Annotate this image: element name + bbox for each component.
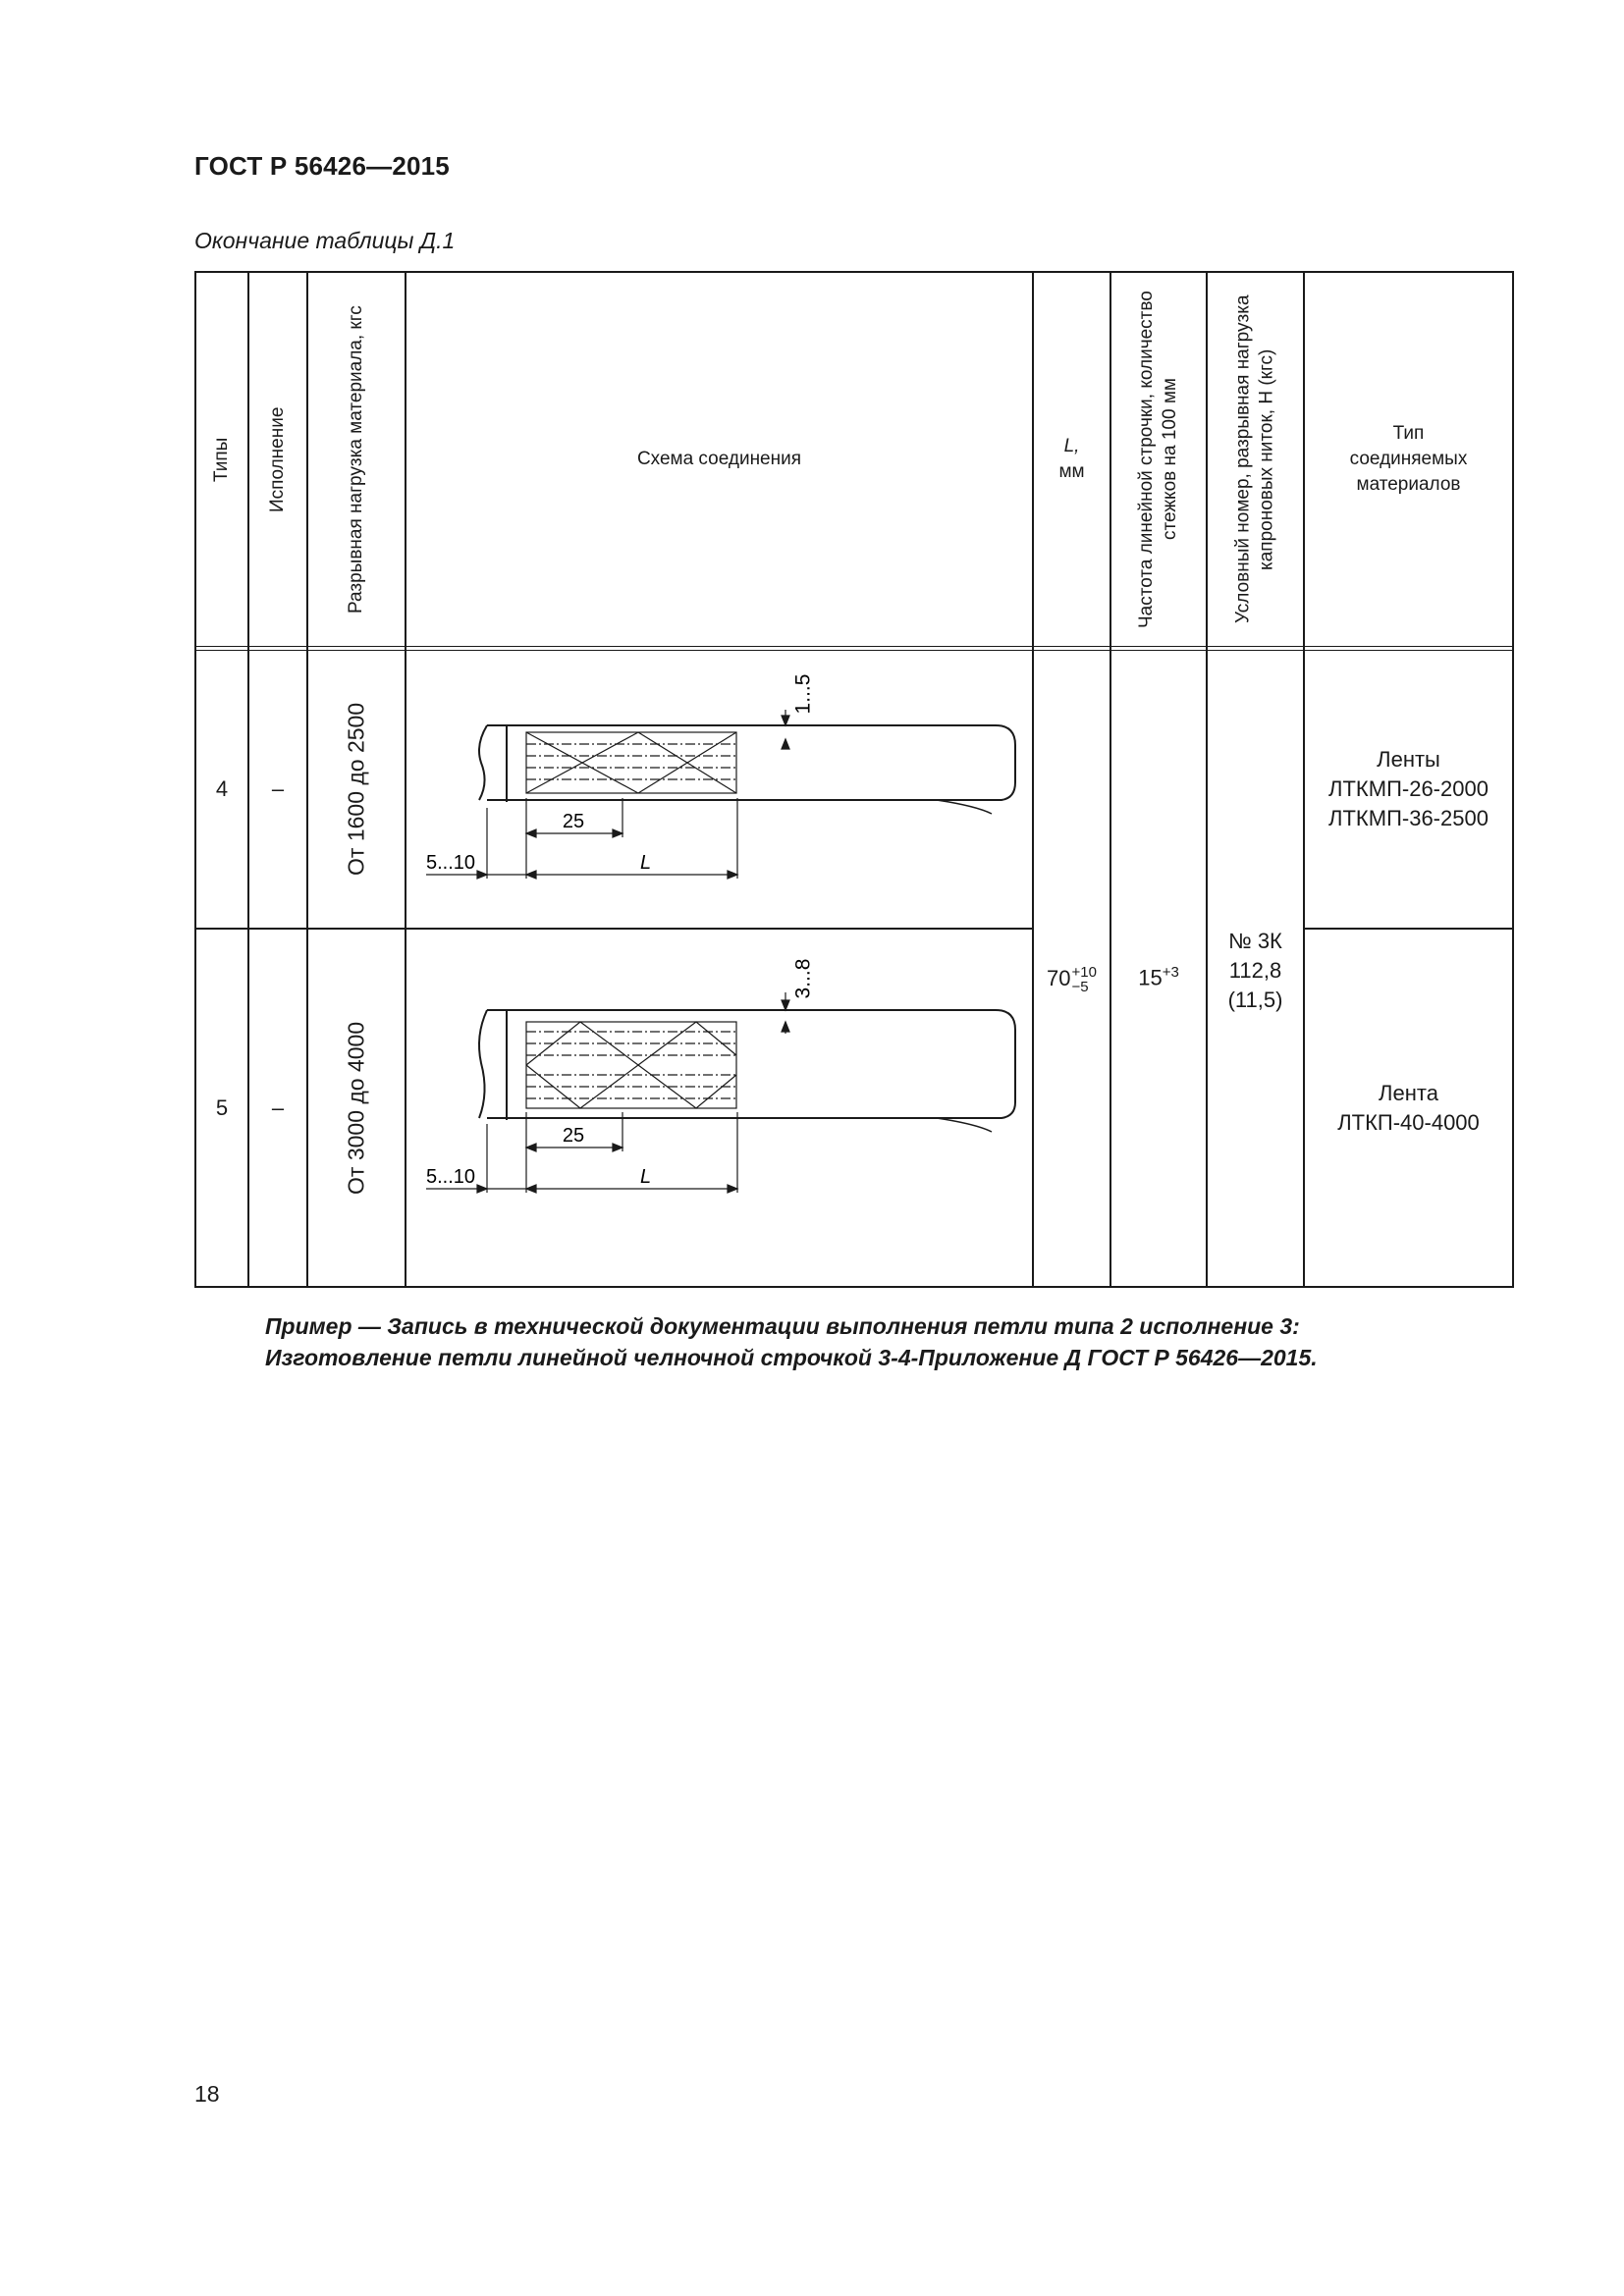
row4-material-line3: ЛТКМП-36-2500 xyxy=(1328,806,1489,830)
row5-dim-offset: 5...10 xyxy=(426,1166,476,1188)
header-length-unit: мм xyxy=(1058,461,1085,482)
row5-tape-outline xyxy=(487,1010,1015,1118)
row4-dim-offset: 5...10 xyxy=(426,852,476,874)
header-material: Тип соединяемых материалов xyxy=(1349,423,1468,495)
page-number: 18 xyxy=(194,2081,220,2107)
row5-material xyxy=(1305,930,1512,1286)
header-types: Типы xyxy=(211,437,232,482)
document-title: ГОСТ Р 56426—2015 xyxy=(194,151,450,181)
header-length xyxy=(1034,273,1110,646)
header-length-symbol: L, xyxy=(1063,436,1080,456)
row5-execution: – xyxy=(271,1095,285,1120)
connection-table xyxy=(194,271,1514,1288)
row5-tape-break xyxy=(479,1010,487,1118)
row5-type: 5 xyxy=(215,1095,229,1120)
row5-load: От 3000 до 4000 xyxy=(343,1021,369,1195)
row4-dim-margin: 1...5 xyxy=(791,673,815,715)
header-scheme: Схема соединения xyxy=(636,449,802,469)
shared-thread-line2: 112,8 xyxy=(1228,958,1282,983)
row4-load: От 1600 до 2500 xyxy=(343,702,369,877)
row5-material-line2: ЛТКП-40-4000 xyxy=(1337,1109,1480,1135)
table-caption: Окончание таблицы Д.1 xyxy=(194,228,456,253)
shared-thread-line1: № 3К xyxy=(1228,929,1282,953)
row5-dim-margin: 3...8 xyxy=(791,958,815,999)
row4-tape-outline xyxy=(487,725,1015,800)
row5-material-line1: Лента xyxy=(1379,1080,1438,1105)
example-note xyxy=(265,1310,1318,1373)
header-frequency: Частота линейной строчки, количество стежков на 100 мм xyxy=(1136,291,1180,628)
row4-material-line1: Ленты xyxy=(1377,747,1440,772)
row4-type: 4 xyxy=(215,776,229,801)
table-border-bottom xyxy=(194,1286,1514,1288)
header-execution: Исполнение xyxy=(267,406,288,512)
row4-material xyxy=(1305,651,1512,928)
example-line1: Пример — Запись в технической документации выполнения петли типа 2 исполнение 3: xyxy=(265,1313,1300,1339)
shared-length-plus: +10 xyxy=(1071,964,1097,982)
row4-scheme-drawing xyxy=(406,651,1032,928)
shared-thread xyxy=(1208,927,1303,1015)
header-load: Разрывная нагрузка материала, кгс xyxy=(346,305,366,614)
shared-frequency-plus: +3 xyxy=(1162,964,1179,981)
row5-scheme-drawing xyxy=(406,930,1032,1286)
example-line2: Изготовление петли линейной челночной строчкой 3-4-Приложение Д ГОСТ Р 56426—2015. xyxy=(265,1345,1318,1370)
shared-length-tolerance xyxy=(1072,965,1097,994)
shared-thread-line3: (11,5) xyxy=(1227,988,1283,1012)
row4-dim-length: L xyxy=(640,852,652,874)
row5-dim-length: L xyxy=(640,1166,652,1188)
header-rule-1 xyxy=(194,646,1514,647)
shared-length xyxy=(1034,964,1110,994)
row4-material-line2: ЛТКМП-26-2000 xyxy=(1328,776,1489,801)
shared-length-minus: −5 xyxy=(1071,979,1089,996)
row5-dim-step: 25 xyxy=(562,1125,585,1147)
row4-tape-break xyxy=(479,725,487,800)
shared-length-base: 70 xyxy=(1047,966,1071,990)
shared-frequency-base: 15 xyxy=(1138,965,1163,990)
row4-execution: – xyxy=(271,776,285,801)
table-border-right xyxy=(1512,271,1514,1288)
row5-stitch-pattern xyxy=(526,1022,736,1108)
row4-stitch-pattern xyxy=(526,732,736,793)
row4-dim-step: 25 xyxy=(562,811,585,832)
header-thread: Условный номер, разрывная нагрузка капроновых ниток, Н (кгс) xyxy=(1232,294,1277,624)
shared-frequency xyxy=(1111,958,1206,992)
